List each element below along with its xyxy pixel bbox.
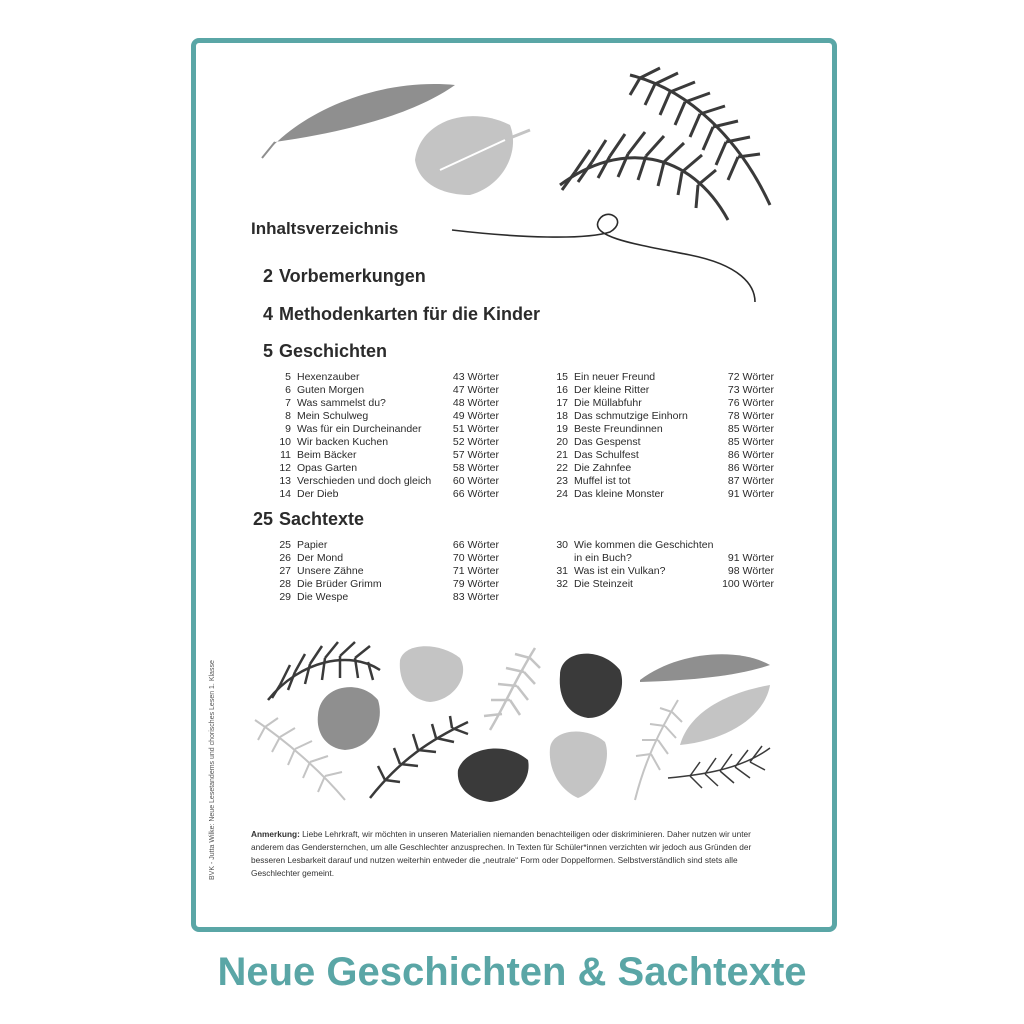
section-title: Methodenkarten für die Kinder xyxy=(279,304,541,324)
list-item: 22 Die Zahnfee 86 Wörter xyxy=(556,462,774,474)
note-text: Liebe Lehrkraft, wir möchten in unseren Materialien niemanden benachteiligen oder diskriminieren. Daher nutzen wir unter anderem das Gendersternchen, um alle Geschlechter anzusprechen. In Texten für Schüler*innen verzichten wir jedoch aus Gründen der besseren Lesbarkeit darauf und nutzen weiterhin entweder die „neutrale“ Form oder Doppelformen. Selbstverständlich sind stets alle Geschlechter gemeint. xyxy=(251,829,752,878)
list-item: 6 Guten Morgen 47 Wörter xyxy=(285,384,499,396)
list-item: 21 Das Schulfest 86 Wörter xyxy=(556,449,774,461)
geschichten-list-left xyxy=(269,371,499,501)
banana-leaf-icon xyxy=(680,685,770,745)
sachtexte-list-left xyxy=(269,539,499,604)
monstera-leaf-icon xyxy=(458,749,529,802)
sachtexte-list-right xyxy=(546,539,774,591)
list-item: 7 Was sammelst du? 48 Wörter xyxy=(285,397,499,409)
list-item: 30 Wie kommen die Geschichten xyxy=(556,539,714,551)
list-item: 9 Was für ein Durcheinander 51 Wörter xyxy=(285,423,499,435)
section-title: Vorbemerkungen xyxy=(279,266,426,286)
list-item: 19 Beste Freundinnen 85 Wörter xyxy=(556,423,774,435)
list-item: 13 Verschieden und doch gleich 60 Wörter xyxy=(279,475,499,487)
section-title: Sachtexte xyxy=(279,509,365,529)
decorative-leaves-top xyxy=(0,0,1024,320)
banana-leaf-icon xyxy=(640,654,770,682)
list-item: 18 Das schmutzige Einhorn 78 Wörter xyxy=(556,410,774,422)
list-item: 11 Beim Bäcker 57 Wörter xyxy=(280,449,499,461)
list-item: 15 Ein neuer Freund 72 Wörter xyxy=(556,371,774,383)
decorative-leaves-bottom xyxy=(0,630,1024,830)
geschichten-list-right xyxy=(546,371,774,501)
palm-frond-icon xyxy=(484,648,540,730)
section-methodenkarten xyxy=(251,304,540,325)
list-item: 8 Mein Schulweg 49 Wörter xyxy=(285,410,499,422)
monstera-leaf-icon xyxy=(560,654,622,718)
monstera-leaf-icon xyxy=(318,687,380,750)
section-geschichten xyxy=(251,341,387,362)
decorative-swirl xyxy=(452,214,755,302)
section-number: 5 xyxy=(262,341,273,361)
list-item: 20 Das Gespenst 85 Wörter xyxy=(556,436,774,448)
monstera-leaf-icon xyxy=(400,646,463,702)
list-item: 12 Opas Garten 58 Wörter xyxy=(279,462,499,474)
list-item: 16 Der kleine Ritter 73 Wörter xyxy=(556,384,774,396)
toc-heading: Inhaltsverzeichnis xyxy=(251,219,399,238)
list-item: 25 Papier 66 Wörter xyxy=(279,539,499,551)
palm-frond-icon xyxy=(635,700,682,800)
monstera-leaf-icon xyxy=(550,732,607,798)
list-item: 31 Was ist ein Vulkan? 98 Wörter xyxy=(556,565,774,577)
section-title: Geschichten xyxy=(279,341,388,361)
list-item: 29 Die Wespe 83 Wörter xyxy=(279,591,499,603)
list-item: 10 Wir backen Kuchen 52 Wörter xyxy=(279,436,499,448)
list-item: 28 Die Brüder Grimm 79 Wörter xyxy=(279,578,499,590)
section-sachtexte xyxy=(251,509,364,530)
section-vorbemerkungen xyxy=(251,266,426,287)
palm-frond-icon xyxy=(668,746,770,788)
list-item: in ein Buch? 91 Wörter xyxy=(574,552,774,564)
section-number: 4 xyxy=(262,304,273,324)
section-number: 25 xyxy=(252,509,273,529)
list-item: 27 Unsere Zähne 71 Wörter xyxy=(279,565,499,577)
palm-frond-icon xyxy=(370,716,468,798)
list-item: 5 Hexenzauber 43 Wörter xyxy=(285,371,499,383)
side-credit: BVK - Jutta Wilke: Neue Lesetandems und chorisches Lesen 1. Klasse xyxy=(209,660,216,880)
list-item: 17 Die Müllabfuhr 76 Wörter xyxy=(556,397,774,409)
list-item: 14 Der Dieb 66 Wörter xyxy=(279,488,499,500)
list-item: 32 Die Steinzeit 100 Wörter xyxy=(556,578,774,590)
list-item: 26 Der Mond 70 Wörter xyxy=(279,552,499,564)
list-item: 24 Das kleine Monster 91 Wörter xyxy=(556,488,774,500)
caption: Neue Geschichten & Sachtexte xyxy=(217,950,807,994)
note-paragraph xyxy=(251,828,781,880)
list-item: 23 Muffel ist tot 87 Wörter xyxy=(556,475,774,487)
note-label: Anmerkung: xyxy=(251,829,300,839)
palm-frond-icon xyxy=(560,132,728,220)
section-number: 2 xyxy=(262,266,273,286)
monstera-leaf-icon xyxy=(415,116,530,195)
